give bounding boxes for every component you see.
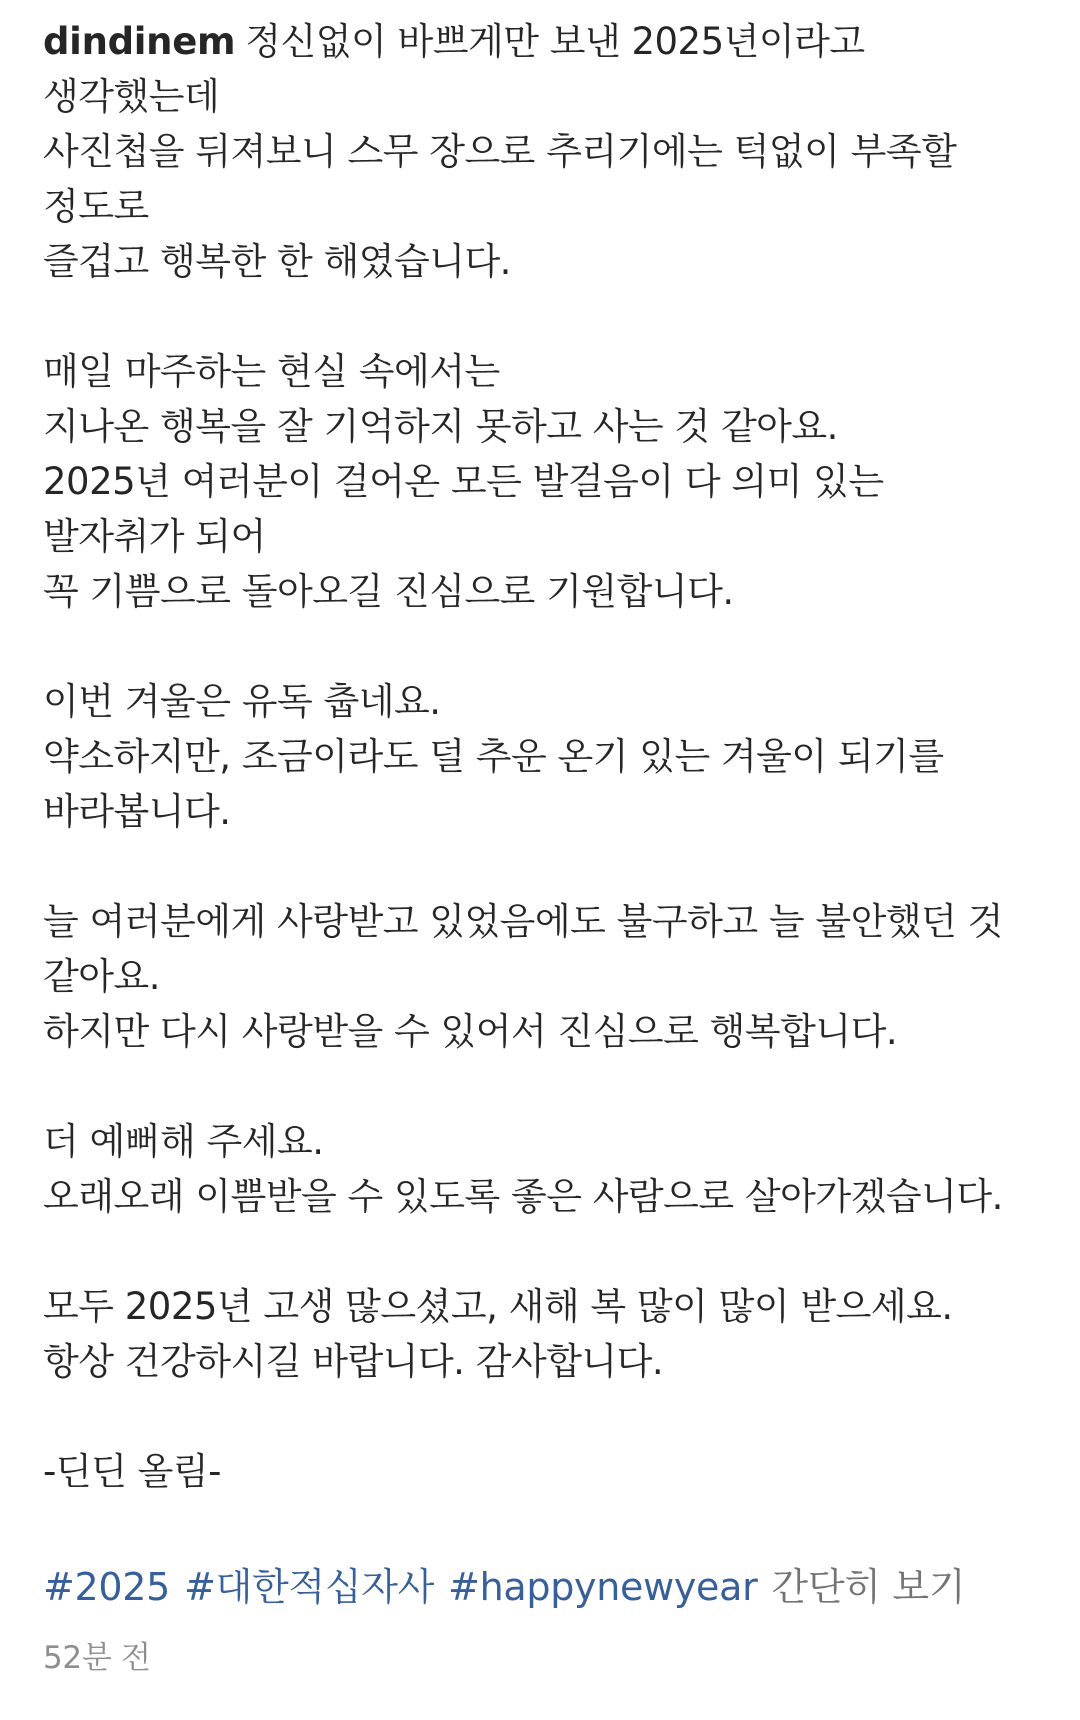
caption-line: 늘 여러분에게 사랑받고 있었음에도 불구하고 늘 불안했던 것 <box>43 900 1003 943</box>
hashtags-row <box>43 1560 965 1614</box>
caption-line: 꼭 기쁨으로 돌아오길 진심으로 기원합니다. <box>43 570 734 613</box>
caption-first-line <box>43 14 1043 69</box>
caption-line: 생각했는데 <box>43 75 220 118</box>
post-caption <box>43 14 1043 1499</box>
caption-line: 더 예뻐해 주세요. <box>43 1120 324 1163</box>
caption-line: 발자취가 되어 <box>43 515 266 558</box>
username-link[interactable]: dindinem <box>43 20 236 63</box>
caption-line: 약소하지만, 조금이라도 덜 추운 온기 있는 겨울이 되기를 <box>43 735 944 778</box>
hashtag-link[interactable]: #대한적십자사 <box>184 1565 435 1609</box>
caption-body <box>43 69 1043 1499</box>
caption-line: 정도로 <box>43 185 149 228</box>
caption-line: 2025년 여러분이 걸어온 모든 발걸음이 다 의미 있는 <box>43 460 884 503</box>
paragraph-spacer <box>43 839 1043 894</box>
caption-line: 매일 마주하는 현실 속에서는 <box>43 350 500 393</box>
caption-line: 모두 2025년 고생 많으셨고, 새해 복 많이 많이 받으세요. <box>43 1285 953 1328</box>
paragraph-spacer <box>43 1224 1043 1279</box>
caption-line: 즐겁고 행복한 한 해였습니다. <box>43 240 511 283</box>
paragraph-spacer <box>43 619 1043 674</box>
caption-line: 항상 건강하시길 바랍니다. 감사합니다. <box>43 1340 664 1383</box>
caption-line: 바라봅니다. <box>43 790 231 833</box>
hashtag-link[interactable]: #happynewyear <box>448 1565 758 1609</box>
caption-line: 이번 겨울은 유독 춥네요. <box>43 680 441 723</box>
caption-line: 같아요. <box>43 955 160 998</box>
show-less-link[interactable]: 간단히 보기 <box>771 1565 966 1609</box>
caption-line: 하지만 다시 사랑받을 수 있어서 진심으로 행복합니다. <box>43 1010 898 1053</box>
caption-text: 정신없이 바쁘게만 보낸 2025년이라고 <box>245 20 865 63</box>
paragraph-spacer <box>43 1059 1043 1114</box>
caption-line: 지나온 행복을 잘 기억하지 못하고 사는 것 같아요. <box>43 405 838 448</box>
caption-line: 오래오래 이쁨받을 수 있도록 좋은 사람으로 살아가겠습니다. <box>43 1175 1003 1218</box>
caption-line: -딘딘 올림- <box>43 1450 221 1493</box>
hashtag-link[interactable]: #2025 <box>43 1565 171 1609</box>
paragraph-spacer <box>43 289 1043 344</box>
post-timestamp: 52분 전 <box>43 1640 151 1676</box>
caption-line: 사진첩을 뒤져보니 스무 장으로 추리기에는 턱없이 부족할 <box>43 130 957 173</box>
paragraph-spacer <box>43 1389 1043 1444</box>
